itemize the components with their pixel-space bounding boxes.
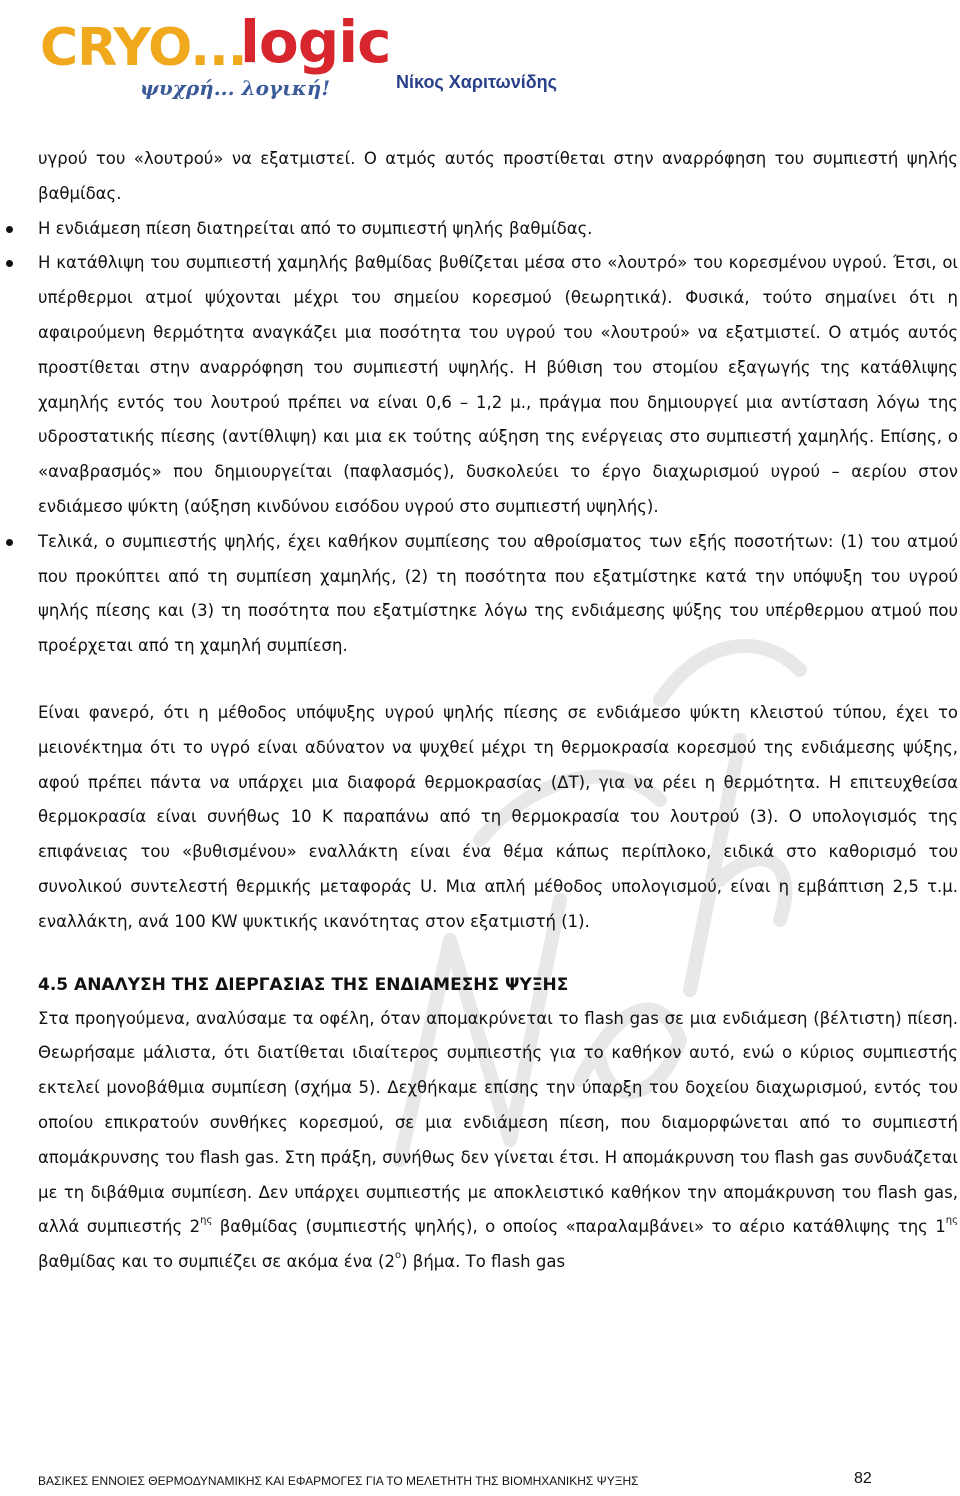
text-run: βαθμίδας (συμπιεστής ψηλής), ο οποίος «παραλαμβάνει» το αέριο κατάθλιψης της 1 (212, 1217, 946, 1237)
paragraph-analysis (38, 1002, 958, 1280)
bullet-text: Τελικά, ο συμπιεστής ψηλής, έχει καθήκον συμπίεσης του αθροίσματος των εξής ποσοτήτων: (1) του ατμού που προκύπτει από τη συμπίεση χαμηλής, (2) τη ποσότητα που εξατμίστηκε κατά την υπόψυξη του υγρού ψηλής πίεσης και (3) τη ποσότητα που εξατμίστηκε λόγω της ενδιάμεσης ψύξης του υπέρθερμου ατμού που προέρχεται από τη χαμηλή συμπίεση. (38, 531, 958, 656)
paragraph-continuation: υγρού του «λουτρού» να εξατμιστεί. Ο ατμός αυτός προστίθεται στην αναρρόφηση του συμπιεστή ψηλής βαθμίδας. (38, 149, 958, 203)
page-number: 82 (854, 1470, 872, 1487)
bullet-item (38, 212, 958, 247)
page-footer-title: ΒΑΣΙΚΕΣ ΕΝΝΟΙΕΣ ΘΕΡΜΟΔΥΝΑΜΙΚΗΣ ΚΑΙ ΕΦΑΡΜΟΓΕΣ ΓΙΑ ΤΟ ΜΕΛΕΤΗΤΗ ΤΗΣ ΒΙΟΜΗΧΑΝΙΚΗΣ ΨΥΞΗΣ (38, 1474, 639, 1488)
author-name: Νίκος Χαριτωνίδης (396, 72, 558, 92)
page-header (0, 0, 960, 110)
superscript: ης (945, 1215, 958, 1227)
text-run: ) βήμα. Το flash gas (401, 1252, 566, 1272)
logo-cryo-text: CRYO... (40, 18, 247, 78)
page-content (38, 142, 958, 1280)
bullet-icon (6, 539, 13, 546)
bullet-text: Η κατάθλιψη του συμπιεστή χαμηλής βαθμίδας βυθίζεται μέσα στο «λουτρό» του κορεσμένου υγρού. Έτσι, οι υπέρθερμοι ατμοί ψύχονται μέχρι του σημείου κορεσμού (θεωρητικά). Φυσικά, τούτο σημαίνει ότι η αφαιρούμενη θερμότητα αναγκάζει μια ποσότητα του υγρού του «λουτρού» να εξατμιστεί. Ο ατμός αυτός προστίθεται στην αναρρόφηση του συμπιεστή υψηλής. Η βύθιση του στομίου εξαγωγής της κατάθλιψης χαμηλής εντός του λουτρού πρέπει να είναι 0,6 – 1,2 μ., πράγμα που δημιουργεί μια αντίσταση λόγω της υδροστατικής πίεσης (αντίθλιψη) και μια εκ τούτης αύξηση της ενέργειας στο συμπιεστή χαμηλής. Επίσης, ο «αναβρασμός» που δημιουργείται (παφλασμός), δυσκολεύει το έργο διαχωρισμού υγρού – αερίου στον ενδιάμεσο ψύκτη (αύξηση κινδύνου εισόδου υγρού στο συμπιεστή υψηλής). (38, 253, 958, 516)
bullet-item (38, 525, 958, 664)
superscript: ης (200, 1215, 213, 1227)
text-run: βαθμίδας και το συμπιέζει σε ακόμα ένα (2 (38, 1252, 395, 1272)
bullet-icon (6, 260, 13, 267)
section-heading: 4.5 ΑΝΑΛΥΣΗ ΤΗΣ ΔΙΕΡΓΑΣΙΑΣ ΤΗΣ ΕΝΔΙΑΜΕΣΗΣ ΨΥΞΗΣ (38, 974, 569, 995)
paragraph-subcooling: Είναι φανερό, ότι η μέθοδος υπόψυξης υγρού ψηλής πίεσης σε ενδιάμεσο ψύκτη κλειστού τύπου, έχει το μειονέκτημα ότι το υγρό είναι αδύνατον να ψυχθεί μέχρι τη θερμοκρασία κορεσμού της ενδιάμεσης ψύξης, αφού πρέπει πάντα να υπάρχει μια διαφορά θερμοκρασίας (ΔΤ), για να ρέει η θερμότητα. Η επιτευχθείσα θερμοκρασία είναι συνήθως 10 Κ παραπάνω από τη θερμοκρασία του λουτρού (3). Ο υπολογισμός της επιφάνειας του «βυθισμένου» εναλλάκτη είναι ένα θέμα κάπως περίπλοκο, ειδικά στο καθορισμό του συνολικού συντελεστή θερμικής μεταφοράς U. Μια απλή μέθοδος υπολογισμού, είναι η εμβάπτιση 2,5 τ.μ. εναλλάκτη, ανά 100 KW ψυκτικής ικανότητας στον εξατμιστή (1). (38, 702, 958, 931)
bullet-item (38, 246, 958, 524)
logo-logic-text: logic (240, 8, 391, 76)
bullet-icon (6, 226, 13, 233)
superscript: ο (394, 1250, 402, 1262)
bullet-text: Η ενδιάμεση πίεση διατηρείται από το συμπιεστή ψηλής βαθμίδας. (38, 218, 593, 238)
logo-tagline: ψυχρή... λογική! (140, 76, 331, 100)
text-run: Στα προηγούμενα, αναλύσαμε τα οφέλη, όταν απομακρύνεται το flash gas σε μια ενδιάμεση (βέλτιστη) πίεση. Θεωρήσαμε μάλιστα, ότι διατίθεται ιδιαίτερος συμπιεστής για το καθήκον αυτό, ενώ ο κύριος συμπιεστής εκτελεί μονοβάθμια συμπίεση (σχήμα 5). Δεχθήκαμε επίσης την ύπαρξη του δοχείου διαχωρισμού, εντός του οποίου επικρατούν συνθήκες κορεσμού, σε μια ενδιάμεση πίεση, που διαμορφώνεται από το συμπιεστή απομάκρυνσης του flash gas. Στη πράξη, συνήθως δεν γίνεται έτσι. Η απομάκρυνση του flash gas συνδυάζεται με τη διβάθμια συμπίεση. Δεν υπάρχει συμπιεστής με αποκλειστικό καθήκον την απομάκρυνση του flash gas, αλλά συμπιεστής 2 (38, 1008, 958, 1237)
